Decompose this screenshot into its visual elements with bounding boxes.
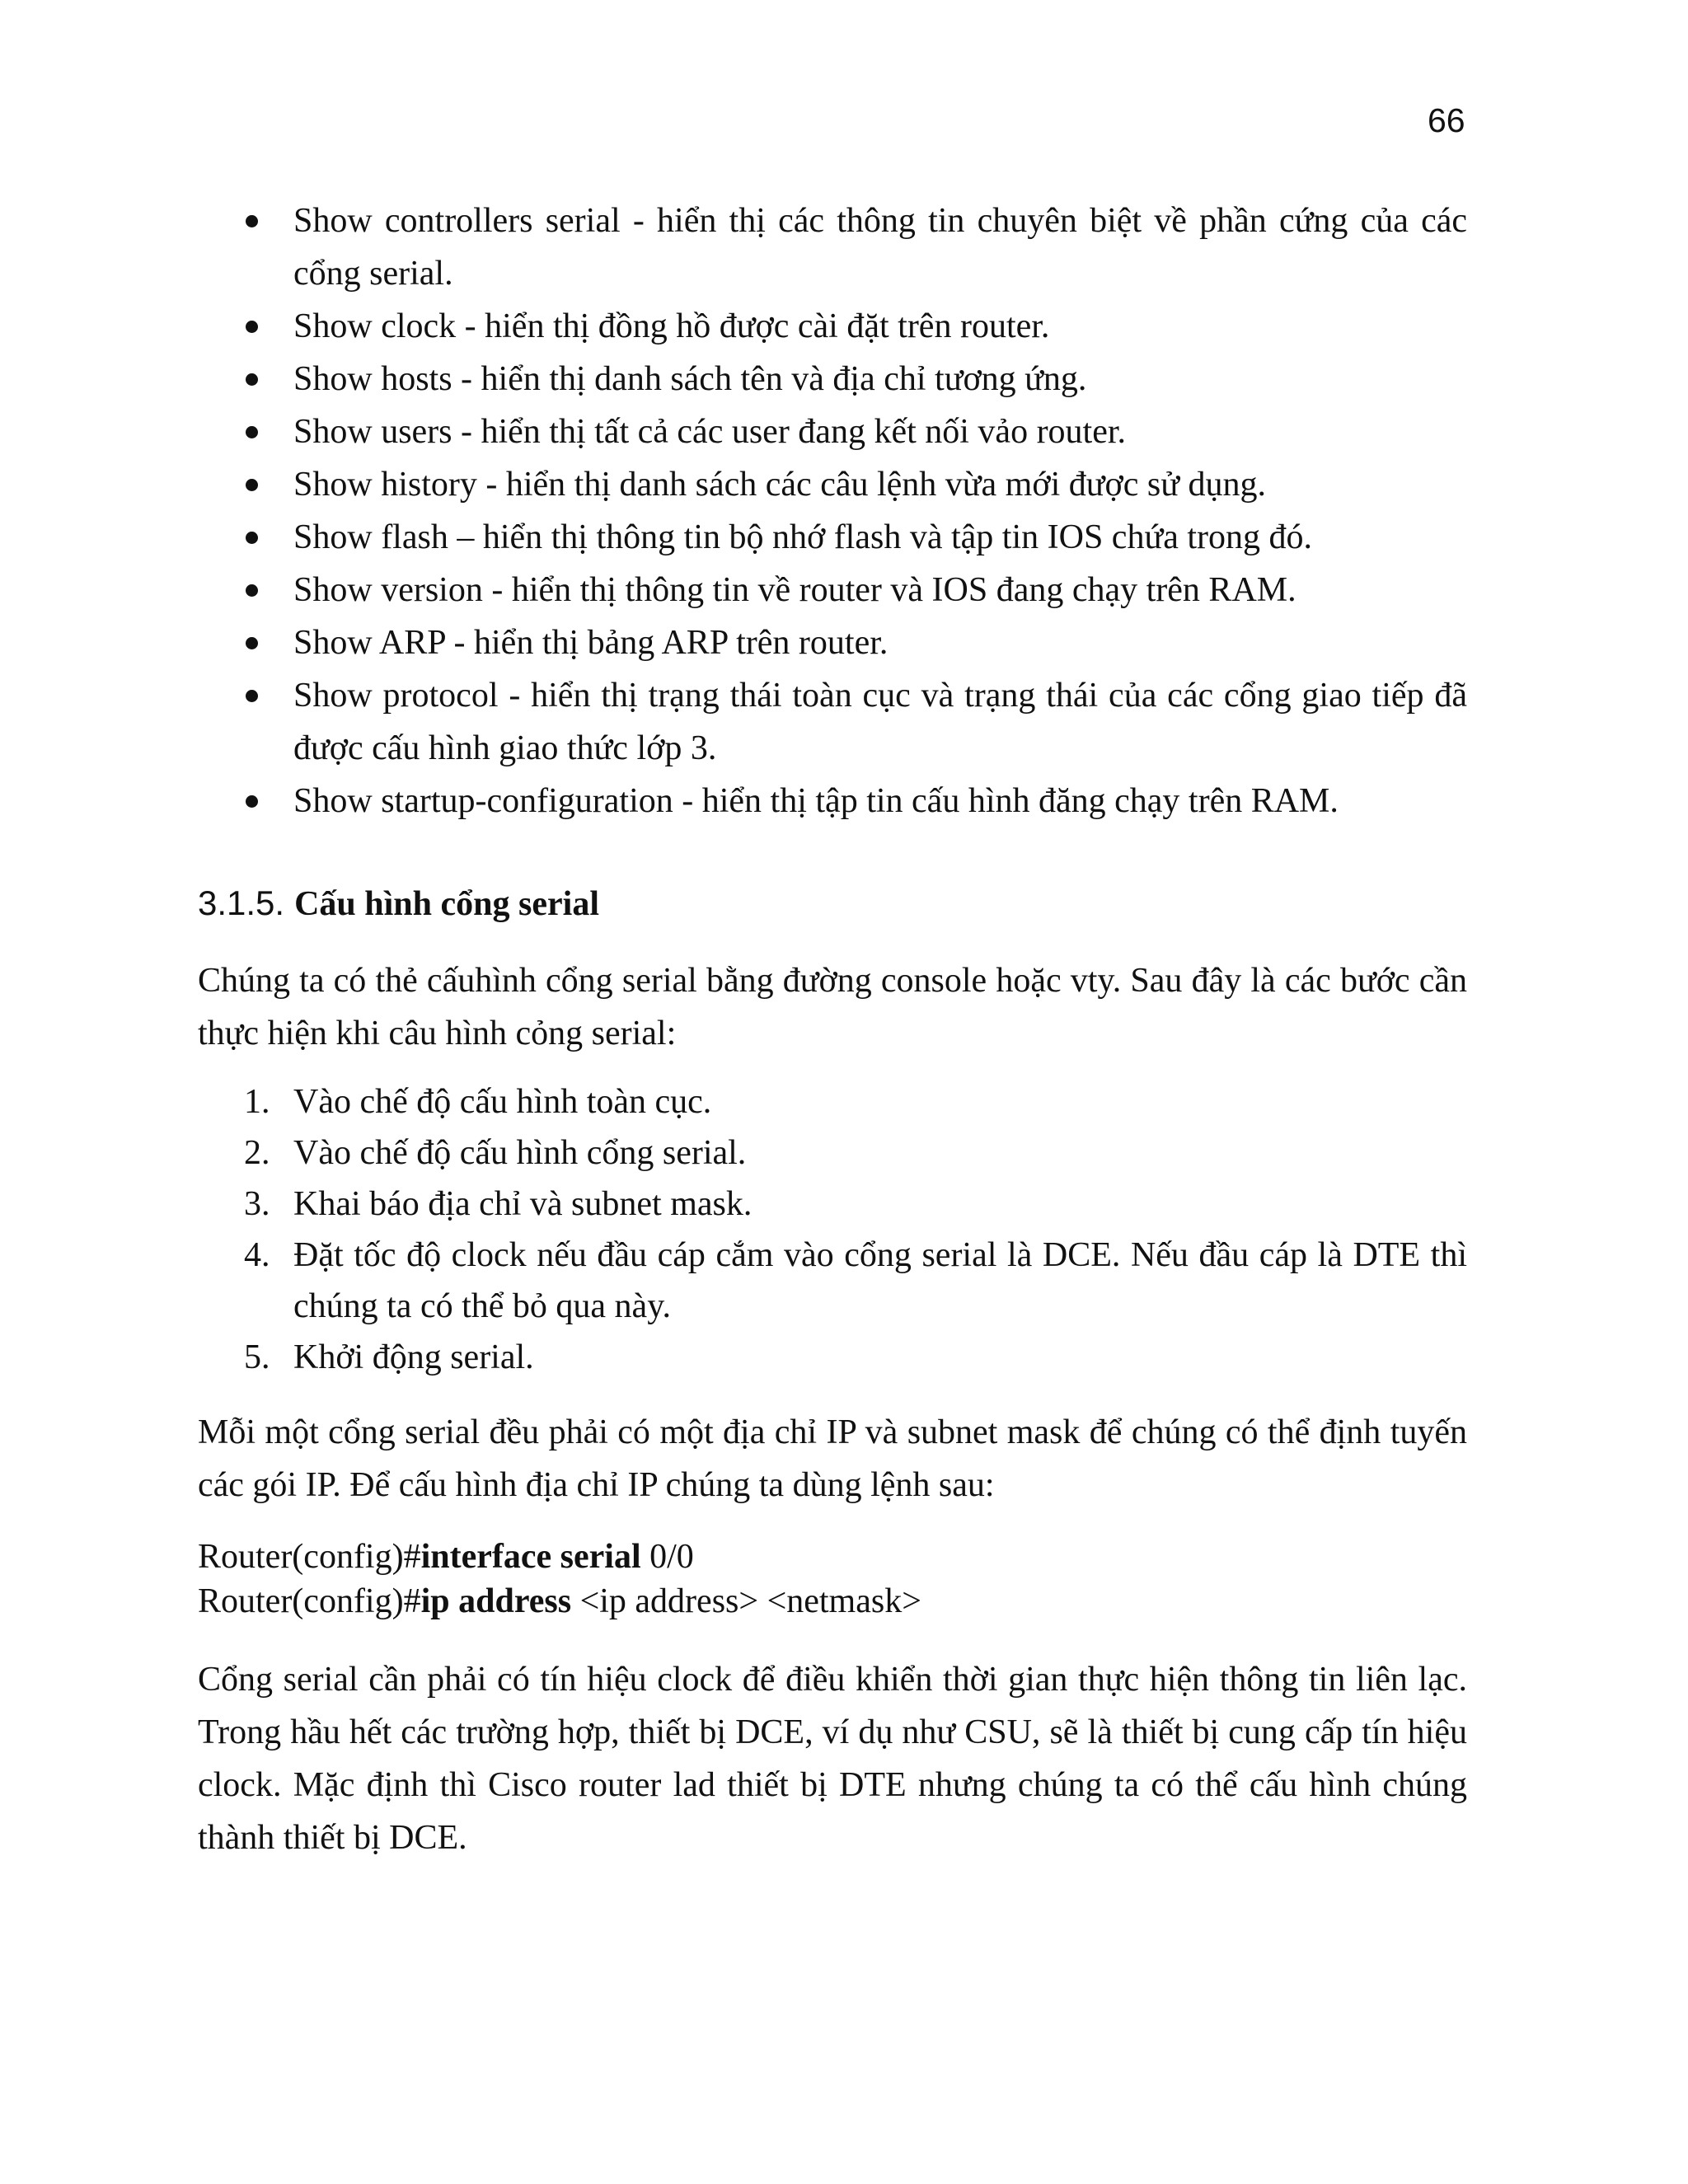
list-item (198, 616, 1467, 669)
step-text: Khởi động serial. (293, 1338, 534, 1376)
list-item-text: Show history - hiển thị danh sách các câu lệnh vừa mới được sử dụng. (293, 466, 1266, 504)
command-keyword: interface serial (420, 1538, 641, 1576)
list-item (198, 564, 1467, 616)
list-item-text: Show protocol - hiển thị trạng thái toàn cục và trạng thái của các cổng giao tiếp đã được cấu hình giao thức lớp 3. (293, 677, 1467, 767)
bullet-icon (246, 690, 258, 702)
list-item-text: Show startup-configuration - hiển thị tập tin cấu hình đăng chạy trên RAM. (293, 782, 1339, 820)
step-number: 3. (244, 1185, 270, 1223)
list-item (198, 405, 1467, 458)
list-item-text: Show clock - hiển thị đồng hồ được cài đặt trên router. (293, 307, 1050, 345)
command-keyword: ip address (420, 1582, 572, 1620)
step-text: Khai báo địa chỉ và subnet mask. (293, 1185, 753, 1223)
list-item (198, 669, 1467, 775)
step-text: Vào chế độ cấu hình toàn cục. (293, 1083, 712, 1121)
bullet-icon (246, 426, 258, 438)
step-text: Vào chế độ cấu hình cổng serial. (293, 1134, 747, 1172)
list-item (198, 300, 1467, 353)
section-title: Cấu hình cổng serial (294, 885, 599, 923)
step-item (198, 1332, 1467, 1383)
intro-paragraph: Chúng ta có thẻ cấuhình cổng serial bằng đường console hoặc vty. Sau đây là các bước cần thực hiện khi câu hình cỏng serial: (198, 962, 1467, 1052)
list-item (198, 353, 1467, 405)
list-item (198, 458, 1467, 511)
list-item (198, 775, 1467, 827)
steps-list (198, 1076, 1467, 1383)
section-number: 3.1.5. (198, 883, 285, 922)
command-args: <ip address> <netmask> (571, 1582, 921, 1620)
list-item-text: Show controllers serial - hiển thị các thông tin chuyên biệt về phần cứng của các cổng serial. (293, 202, 1467, 293)
command-prompt: Router(config)# (198, 1538, 421, 1576)
command-args: 0/0 (640, 1538, 694, 1576)
step-text: Đặt tốc độ clock nếu đầu cáp cắm vào cổng serial là DCE. Nếu đầu cáp là DTE thì chúng ta có thể bỏ qua này. (293, 1236, 1467, 1325)
bullet-icon (246, 321, 258, 333)
step-item (198, 1076, 1467, 1127)
bullet-icon (246, 795, 258, 808)
step-item (198, 1230, 1467, 1332)
command-block (198, 1535, 1467, 1624)
command-prompt: Router(config)# (198, 1582, 421, 1620)
bullet-icon (246, 215, 258, 227)
step-number: 2. (244, 1134, 270, 1172)
bullet-icon (246, 479, 258, 491)
section-heading (198, 879, 1467, 929)
bullet-icon (246, 532, 258, 544)
step-number: 4. (244, 1236, 270, 1274)
list-item (198, 194, 1467, 300)
page-number: 66 (1428, 101, 1465, 139)
bullet-icon (246, 584, 258, 597)
list-item (198, 511, 1467, 564)
list-item-text: Show flash – hiển thị thông tin bộ nhớ flash và tập tin IOS chứa trong đó. (293, 518, 1313, 556)
list-item-text: Show users - hiển thị tất cả các user đang kết nối vảo router. (293, 413, 1127, 451)
clock-paragraph: Cổng serial cần phải có tín hiệu clock để điều khiển thời gian thực hiện thông tin liên lạc. Trong hầu hết các trường hợp, thiết bị DCE, ví dụ như CSU, sẽ là thiết bị cung cấp tín hiệu clock. Mặc định thì Cisco router lad thiết bị DTE nhưng chúng ta có thể cấu hình chúng thành thiết bị DCE. (198, 1661, 1467, 1857)
list-item-text: Show ARP - hiển thị bảng ARP trên router. (293, 624, 889, 662)
step-number: 5. (244, 1338, 270, 1376)
step-number: 1. (244, 1083, 270, 1121)
ip-paragraph: Mỗi một cổng serial đều phải có một địa chỉ IP và subnet mask để chúng có thể định tuyến các gói IP. Để cấu hình địa chỉ IP chúng ta dùng lệnh sau: (198, 1413, 1467, 1504)
show-commands-list (198, 194, 1467, 827)
bullet-icon (246, 373, 258, 386)
list-item-text: Show hosts - hiển thị danh sách tên và địa chỉ tương ứng. (293, 360, 1087, 398)
command-line (198, 1579, 1467, 1624)
bullet-icon (246, 637, 258, 649)
command-line (198, 1535, 1467, 1579)
step-item (198, 1127, 1467, 1179)
list-item-text: Show version - hiển thị thông tin về router và IOS đang chạy trên RAM. (293, 571, 1296, 609)
step-item (198, 1179, 1467, 1230)
